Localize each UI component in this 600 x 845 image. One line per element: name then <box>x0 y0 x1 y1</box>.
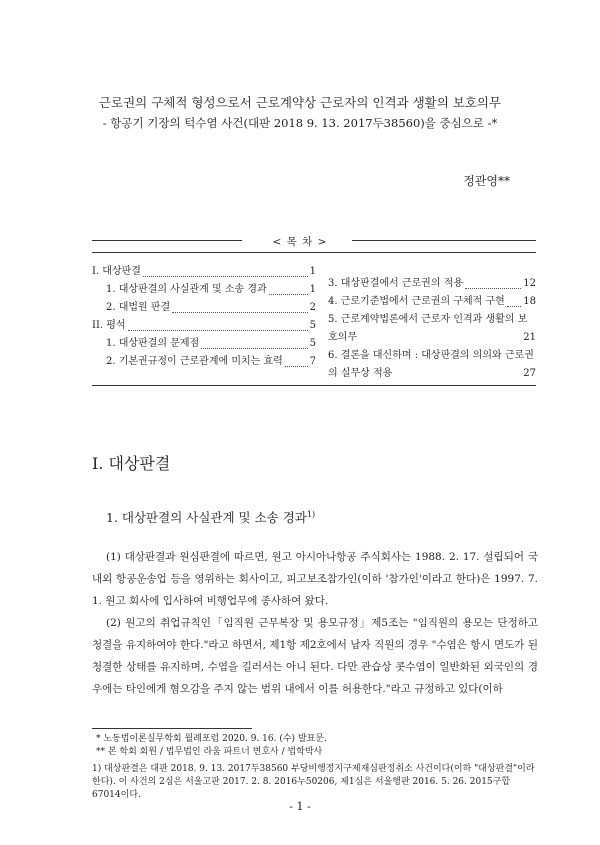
paragraph: (2) 원고의 취업규칙인「임직원 근무복장 및 용모규정」제5조는 "임직원의 용모는 단정하고 청결을 유지하여야 한다."라고 하면서, 제1항 제2호에서 남자 직원의 경우 "수염은 항시 면도가 된 청결한 상태를 유지하며, 수염을 길러서는 아니 된다. 다만 관습상 콧수염이 일반화된 외국인의 경우에는 타인에게 혐오감을 주지 않는 범위 내에서 이를 허용한다."라고 규정하고 있다(이하 <box>92 617 538 695</box>
toc-divider-right <box>352 240 536 241</box>
toc-left-column <box>92 263 316 371</box>
footnote-divider <box>92 728 252 729</box>
paper-title: 근로권의 구체적 형성으로서 근로계약상 근로자의 인격과 생활의 보호의무 <box>98 95 502 110</box>
toc-entry: 4. 근로기준법에서 근로권의 구체적 구현 18 <box>328 296 536 307</box>
body-text <box>92 546 538 700</box>
toc-entry: 1. 대상판결의 사실관계 및 소송 경과 1 <box>106 284 316 295</box>
toc-entry: 5. 근로계약법론에서 근로자 인격과 생활의 보호의무 21 <box>328 314 536 343</box>
toc-label: < 목 차 > <box>272 236 328 248</box>
paragraph: (1) 대상판결과 원심판결에 따르면, 원고 아시아나항공 주식회사는 1988. 2. 17. 설립되어 국내외 항공운송업 등을 영위하는 회사이고, 피고보조참가인(이하 '참가인'이라고 한다)은 1997. 7. 1. 원고 회사에 입사하여 비행업무에 종사하여 왔다. <box>92 551 538 607</box>
toc-entry: 6. 결론을 대신하며 : 대상판결의 의의와 근로권의 실무상 적용 27 <box>328 350 536 379</box>
toc-entry: 1. 대상판결의 문제점 5 <box>106 338 316 349</box>
section-heading: I. 대상판결 <box>92 454 171 473</box>
page-number: - 1 - <box>289 800 311 813</box>
footnote-ref: 1) <box>306 509 316 519</box>
paper-subtitle: - 항공기 기장의 턱수염 사건(대판 2018 9. 13. 2017두38560)을 중심으로 -* <box>102 116 498 130</box>
toc-right-column <box>328 275 536 383</box>
toc-entry: 2. 대법원 판결 2 <box>106 302 316 313</box>
footnote-1: 1) 대상판결은 대판 2018. 9. 13. 2017두38560 부당비행정지구제재심판정취소 사건이다(이하 "대상판결"이라 한다). 이 사건의 2심은 서울고판 2017. 2. 8. 2016누50206, 제1심은 서울행판 2016. 5. 26. 2015구합67014이다. <box>92 764 535 800</box>
toc-entry: 2. 기본권규정이 근로관계에 미치는 효력 7 <box>106 356 316 367</box>
toc-entry: II. 평석 5 <box>92 320 316 331</box>
footnotes <box>96 733 536 759</box>
footnote-star: ** 본 학회 회원 / 법무법인 라움 파트너 변호사 / 법학박사 <box>96 747 323 757</box>
table-of-contents <box>92 252 536 386</box>
subsection-heading: 1. 대상판결의 사실관계 및 소송 경과$^{1)}$ <box>106 509 316 525</box>
footnote-star: * 노동법이론실무학회 월례포럼 2020. 9. 16. (수) 발표문. <box>96 734 327 744</box>
toc-entry: I. 대상판결 1 <box>92 266 316 277</box>
toc-entry: 3. 대상판결에서 근로권의 적용 12 <box>328 278 536 289</box>
author-name: 정관영** <box>463 174 510 188</box>
